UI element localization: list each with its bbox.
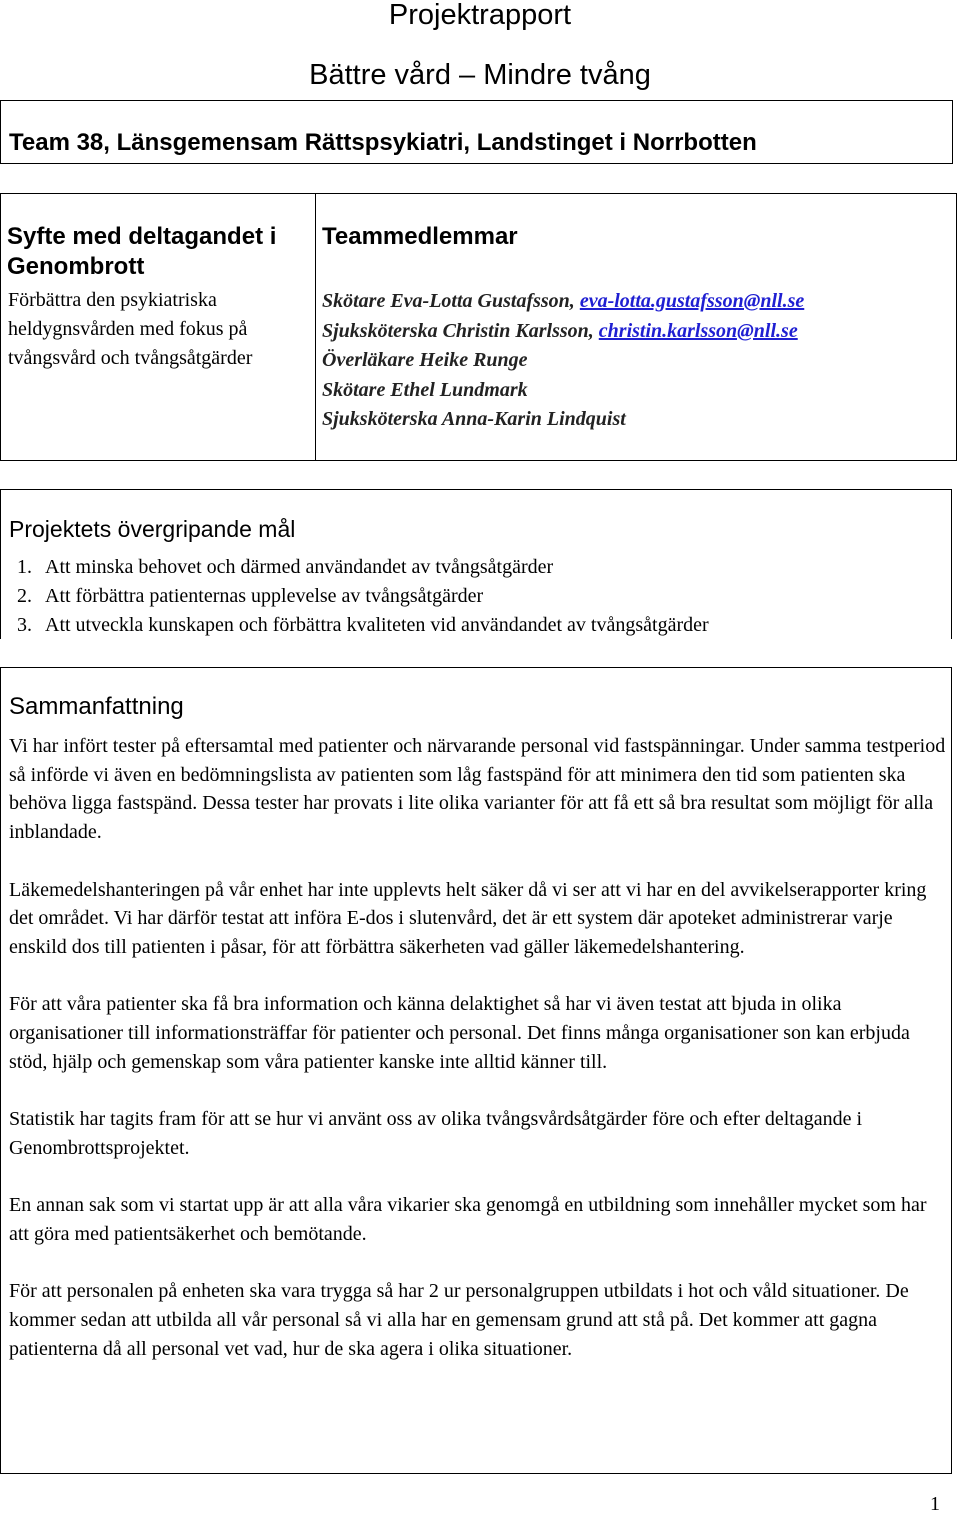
page-title: Projektrapport (388, 0, 572, 31)
member-name: Överläkare Heike Runge (322, 349, 528, 371)
summary-paragraph: För att våra patienter ska få bra information och känna delaktighet så har vi även testat att bjuda in olika organisationer till informationsträffar för patienter och personal. Det finns många organisationer son kan erbjuda stöd, hjälp och gemenskap som våra patienter kanske inte alltid känner till. (9, 993, 910, 1073)
summary-heading: Sammanfattning (9, 693, 184, 720)
purpose-heading: Syfte med deltagandet i Genombrott (7, 223, 277, 280)
members-list (322, 287, 804, 435)
page-subtitle: Bättre vård – Mindre tvång (309, 59, 651, 91)
goal-item (17, 611, 709, 640)
member-email-link[interactable]: christin.karlsson@nll.se (598, 319, 798, 342)
member-name: Sjuksköterska Anna-Karin Lindquist (322, 408, 626, 430)
summary-paragraph: En annan sak som vi startat upp är att alla våra vikarier ska genomgå en utbildning som innehåller mycket som har att göra med patientsäkerhet och bemötande. (9, 1194, 927, 1245)
goals-heading: Projektets övergripande mål (9, 516, 296, 542)
goal-number: 3. (17, 614, 32, 636)
summary-paragraph: Vi har infört tester på eftersamtal med patienter och närvarande personal vid fastspänningar. Under samma testperiod så införde vi även en bedömningslista av patienten som låg fastspänd för att minimera den tid som patienten ska behöva ligga fastspänd. Dessa tester har provats i lite olika varianter för att få ett så bra resultat som möjligt för alla inblandade. (9, 735, 946, 844)
goal-number: 2. (17, 585, 32, 607)
summary-paragraph: Statistik har tagits fram för att se hur vi använt oss av olika tvångsvårdsåtgärder före och efter deltagande i Genombrottsprojektet. (9, 1108, 863, 1159)
member-email-link[interactable]: eva-lotta.gustafsson@nll.se (579, 290, 805, 312)
summary-paragraph: För att personalen på enheten ska vara trygga så har 2 ur personalgruppen utbildats i hot och våld situationer. De kommer sedan att utbilda all vår personal så vi alla har en gemensam grund att stå på. Det kommer att gagna patienterna då all personal vet vad, hur de ska agera i olika situationer. (9, 1280, 909, 1360)
purpose-text: Förbättra den psykiatriska heldygnsvården med fokus på tvångsvård och tvångsåtgärder (8, 289, 253, 369)
members-heading: Teammedlemmar (322, 223, 518, 250)
table-divider (315, 194, 316, 460)
goals-list (17, 553, 709, 640)
member-row (322, 346, 804, 376)
member-row (322, 405, 804, 435)
summary-body (9, 732, 949, 1392)
goal-text: Att förbättra patienternas upplevelse av tvångsåtgärder (45, 585, 484, 607)
summary-paragraph: Läkemedelshanteringen på vår enhet har inte upplevts helt säker då vi ser att vi har en del avvikelserapporter kring det området. Vi har därför testat att införa E-dos i slutenvård, det är ett system där apoteket administrerar varje enskild dos till patienten i påsar, för att förbättra säkerheten vad gäller läkemedelshantering. (9, 878, 927, 958)
member-row (322, 287, 804, 317)
goal-item (17, 582, 709, 611)
team-box (0, 100, 953, 164)
team-name: Team 38, Länsgemensam Rättspsykiatri, Landstinget i Norrbotten (9, 129, 757, 156)
member-name: Skötare Eva-Lotta Gustafsson, (322, 290, 575, 312)
goal-text: Att minska behovet och därmed användandet av tvångsåtgärder (45, 556, 554, 578)
goal-item (17, 553, 709, 582)
goal-text: Att utveckla kunskapen och förbättra kvaliteten vid användandet av tvångsåtgärder (45, 614, 709, 636)
member-name: Sjuksköterska Christin Karlsson, (322, 319, 594, 342)
page-number: 1 (930, 1493, 940, 1515)
goal-number: 1. (17, 556, 32, 578)
member-name: Skötare Ethel Lundmark (322, 378, 528, 401)
member-row (322, 317, 804, 347)
member-row (322, 376, 804, 406)
